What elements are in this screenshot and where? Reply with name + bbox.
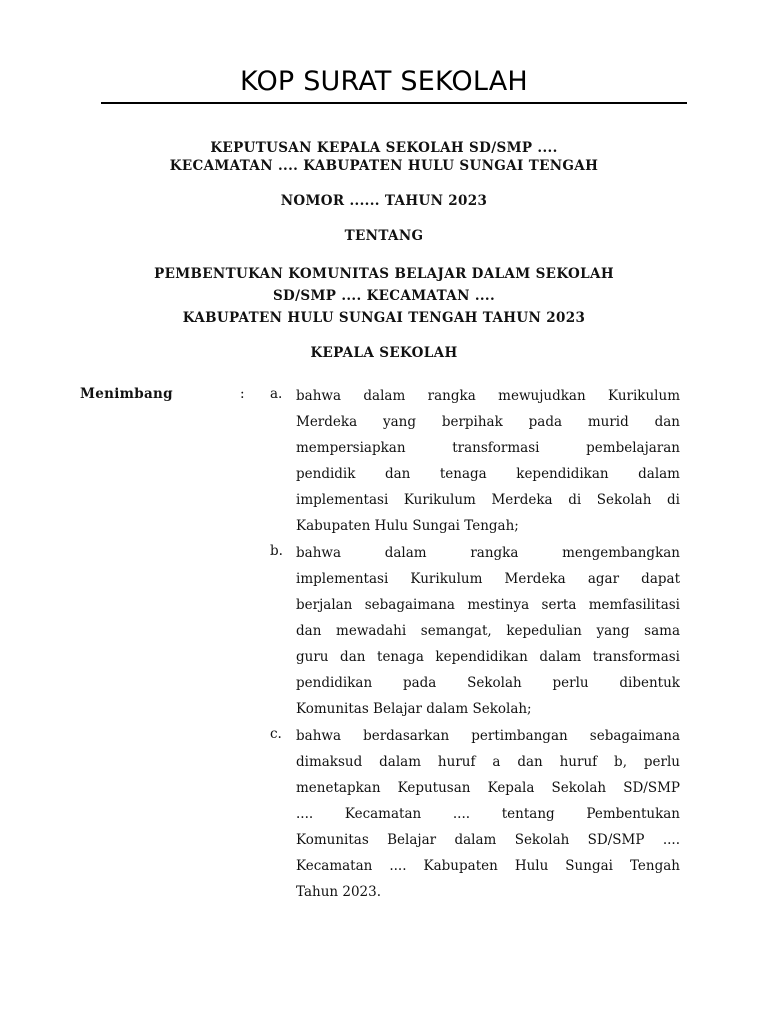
text-line: dan mewadahi semangat, kepedulian yang sama [296, 623, 680, 639]
text-line: pendidik dan tenaga kependidikan dalam [296, 466, 680, 482]
item-letter: b. [270, 543, 283, 559]
text-line: bahwa dalam rangka mengembangkan [296, 545, 680, 561]
text-line: Komunitas Belajar dalam Sekolah SD/SMP .... [296, 832, 680, 848]
item-letter: c. [270, 726, 282, 742]
text-line: guru dan tenaga kependidikan dalam transformasi [296, 649, 680, 665]
text-line: Kabupaten Hulu Sungai Tengah; [296, 518, 519, 534]
text-line: Kecamatan .... Kabupaten Hulu Sungai Tengah [296, 858, 680, 874]
item-text [296, 543, 680, 725]
signer-title: KEPALA SEKOLAH [310, 345, 458, 361]
letterhead-rule [101, 102, 687, 104]
text-line: implementasi Kurikulum Merdeka agar dapat [296, 571, 680, 587]
text-line: bahwa berdasarkan pertimbangan sebagaimana [296, 728, 680, 744]
text-line: bahwa dalam rangka mewujudkan Kurikulum [296, 388, 680, 404]
subject-line3: KABUPATEN HULU SUNGAI TENGAH TAHUN 2023 [182, 310, 586, 326]
text-line: .... Kecamatan .... tentang Pembentukan [296, 806, 680, 822]
text-line: implementasi Kurikulum Merdeka di Sekolah di [296, 492, 680, 508]
text-line: Tahun 2023. [296, 884, 382, 900]
text-line: berjalan sebagaimana mestinya serta memfasilitasi [296, 597, 680, 613]
subject-line2: SD/SMP .... KECAMATAN .... [272, 288, 496, 304]
text-line: Komunitas Belajar dalam Sekolah; [296, 701, 532, 717]
text-line: menetapkan Keputusan Kepala Sekolah SD/SMP [296, 780, 680, 796]
decree-title-line2: KECAMATAN .... KABUPATEN HULU SUNGAI TENGAH [169, 158, 599, 174]
tentang-heading: TENTANG [344, 228, 424, 244]
menimbang-colon: : [240, 386, 245, 402]
item-text [296, 726, 680, 908]
item-text [296, 386, 680, 542]
text-line: pendidikan pada Sekolah perlu dibentuk [296, 675, 680, 691]
letterhead-title: KOP SURAT SEKOLAH [240, 66, 528, 97]
menimbang-label: Menimbang [80, 386, 173, 402]
text-line: dimaksud dalam huruf a dan huruf b, perlu [296, 754, 680, 770]
decree-number: NOMOR ...... TAHUN 2023 [280, 193, 488, 209]
text-line: mempersiapkan transformasi pembelajaran [296, 440, 680, 456]
subject-line1: PEMBENTUKAN KOMUNITAS BELAJAR DALAM SEKOLAH [154, 266, 614, 282]
text-line: Merdeka yang berpihak pada murid dan [296, 414, 680, 430]
item-letter: a. [270, 386, 283, 402]
decree-title-line1: KEPUTUSAN KEPALA SEKOLAH SD/SMP .... [210, 140, 558, 156]
